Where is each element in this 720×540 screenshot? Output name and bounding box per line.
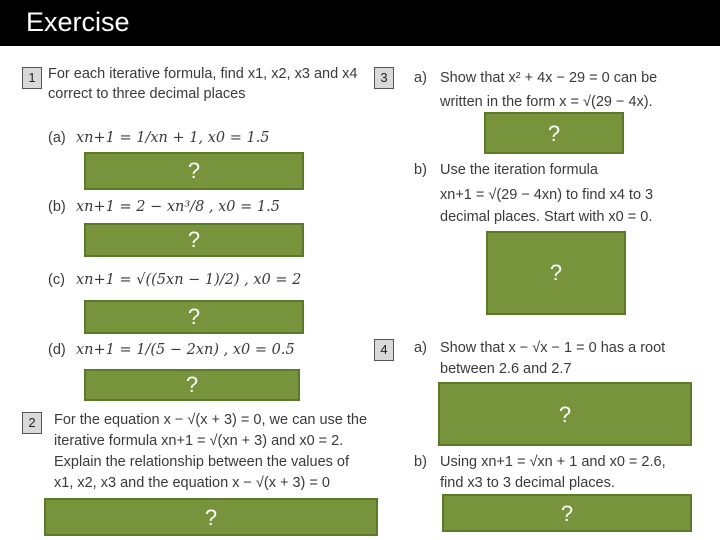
q3b-label: b) [414, 162, 427, 178]
q1c-formula: xn+1 = √((5xn − 1)/2) , x0 = 2 [76, 272, 302, 288]
question-number-1: 1 [22, 67, 42, 89]
q1a-formula: xn+1 = 1/xn + 1, x0 = 1.5 [76, 130, 270, 146]
answer-box-q3b[interactable]: ? [486, 231, 626, 315]
q3a-label: a) [414, 70, 427, 86]
answer-box-q1a[interactable]: ? [84, 152, 304, 190]
question-number-4: 4 [374, 339, 394, 361]
answer-box-q3a[interactable]: ? [484, 112, 624, 154]
q2-line1: For the equation x − √(x + 3) = 0, we can use the [54, 412, 368, 428]
answer-box-q4a[interactable]: ? [438, 382, 692, 446]
q2-line2: iterative formula xn+1 = √(xn + 3) and x0 = 2. [54, 433, 344, 449]
q1a-label: (a) [48, 130, 66, 146]
question-number-3: 3 [374, 67, 394, 89]
q2-line4: x1, x2, x3 and the equation x − √(x + 3) = 0 [54, 475, 330, 491]
answer-box-q1b[interactable]: ? [84, 223, 304, 257]
answer-box-q1c[interactable]: ? [84, 300, 304, 334]
q4b-label: b) [414, 454, 427, 470]
q4b-line1: Using xn+1 = √xn + 1 and x0 = 2.6, [440, 454, 666, 470]
question-number-2: 2 [22, 412, 42, 434]
q2-line3: Explain the relationship between the values of [54, 454, 350, 470]
q4a-line1: Show that x − √x − 1 = 0 has a root [440, 340, 666, 356]
q4a-line2: between 2.6 and 2.7 [440, 361, 572, 377]
q1-intro-line2: correct to three decimal places [48, 86, 246, 102]
q3b-line2: xn+1 = √(29 − 4xn) to find x4 to 3 [440, 187, 654, 203]
answer-box-q2[interactable]: ? [44, 498, 378, 536]
q1-intro-line1: For each iterative formula, find x1, x2, x3 and x4 [48, 66, 358, 82]
page-title: Exercise [26, 7, 130, 37]
q4a-label: a) [414, 340, 427, 356]
q3b-line3: decimal places. Start with x0 = 0. [440, 209, 653, 225]
q1d-label: (d) [48, 342, 66, 358]
q1b-formula: xn+1 = 2 − xn³/8 , x0 = 1.5 [76, 199, 280, 215]
q4b-line2: find x3 to 3 decimal places. [440, 475, 615, 491]
q1c-label: (c) [48, 272, 65, 288]
q3a-line1: Show that x² + 4x − 29 = 0 can be [440, 70, 658, 86]
title-bar [0, 0, 720, 46]
q3a-line2: written in the form x = √(29 − 4x). [440, 94, 653, 110]
q3b-line1: Use the iteration formula [440, 162, 598, 178]
answer-box-q1d[interactable]: ? [84, 369, 300, 401]
q1b-label: (b) [48, 199, 66, 215]
q1d-formula: xn+1 = 1/(5 − 2xn) , x0 = 0.5 [76, 342, 295, 358]
answer-box-q4b[interactable]: ? [442, 494, 692, 532]
